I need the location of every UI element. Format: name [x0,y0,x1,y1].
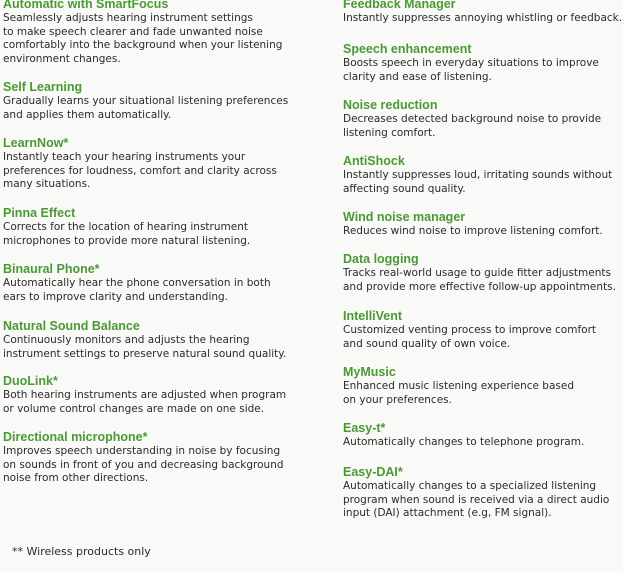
feature-title: DuoLink* [3,374,58,388]
feature-smartfocus [3,0,303,79]
feature-title: AntiShock [343,154,405,168]
feature-title: MyMusic [343,365,396,379]
feature-self-learning [3,79,303,135]
feature-intellivent [343,308,623,364]
left-feature-column [3,0,303,489]
feature-description: Customized venting process to improve comfort and sound quality of own voice. [343,324,597,350]
feature-binaural-phone [3,261,303,318]
feature-noise-reduction [343,97,623,153]
feature-title: Binaural Phone* [3,262,100,276]
feature-description: Tracks real-world usage to guide fitter adjustments and provide more effective follow-up appointments. [343,267,616,293]
feature-title: Easy-DAI* [343,465,403,479]
feature-description: Continuously monitors and adjusts the hearing instrument settings to preserve natural sound quality. [3,334,287,360]
feature-title: Speech enhancement [343,42,472,56]
feature-description: Automatically changes to telephone program. [343,436,585,448]
feature-natural-sound-balance [3,318,303,373]
feature-data-logging [343,251,623,308]
feature-learnnow [3,135,303,205]
feature-title: Wind noise manager [343,210,466,224]
feature-title: Self Learning [3,80,83,94]
feature-duolink [3,373,303,429]
feature-description: Instantly suppresses annoying whistling or feedback. [343,12,623,24]
feature-description: Seamlessly adjusts hearing instrument settings to make speech clearer and fade unwanted noise comfortably into the background when your listening environment changes. [3,12,283,65]
feature-easy-t [343,420,623,464]
feature-description: Instantly suppresses loud, irritating sounds without affecting sound quality. [343,169,613,195]
feature-title: Data logging [343,252,419,266]
feature-title: Pinna Effect [3,206,76,220]
right-feature-column [343,0,623,524]
feature-description: Both hearing instruments are adjusted when program or volume control changes are made on one side. [3,389,287,415]
feature-description: Gradually learns your situational listening preferences and applies them automatically. [3,95,289,121]
feature-title: Easy-t* [343,421,386,435]
feature-easy-dai [343,464,623,524]
feature-pinna-effect [3,205,303,261]
feature-description: Boosts speech in everyday situations to improve clarity and ease of listening. [343,57,599,83]
feature-title: IntelliVent [343,309,403,323]
feature-wind-noise-manager [343,209,623,251]
feature-mymusic [343,364,623,420]
feature-description: Improves speech understanding in noise by focusing on sounds in front of you and decreasing background noise from other directions. [3,445,284,484]
feature-description: Enhanced music listening experience based on your preferences. [343,380,574,406]
feature-description: Instantly teach your hearing instruments your preferences for loudness, comfort and clarity across many situations. [3,151,277,190]
footnote: ** Wireless products only [12,545,151,558]
feature-title: Feedback Manager [343,0,456,11]
feature-description: Decreases detected background noise to provide listening comfort. [343,113,602,139]
feature-description: Automatically hear the phone conversation in both ears to improve clarity and understanding. [3,277,271,303]
feature-speech-enhancement [343,41,623,97]
feature-description: Reduces wind noise to improve listening comfort. [343,225,603,237]
feature-title: Directional microphone* [3,430,148,444]
feature-description: Automatically changes to a specialized listening program when sound is received via a direct audio input (DAI) attachment (e.g, FM signal). [343,480,610,519]
feature-directional-microphone [3,429,303,489]
feature-title: Automatic with SmartFocus [3,0,169,11]
feature-title: Noise reduction [343,98,438,112]
feature-title: LearnNow* [3,136,69,150]
feature-feedback-manager [343,0,623,41]
feature-title: Natural Sound Balance [3,319,140,333]
feature-description: Corrects for the location of hearing instrument microphones to provide more natural listening. [3,221,251,247]
feature-antishock [343,153,623,209]
